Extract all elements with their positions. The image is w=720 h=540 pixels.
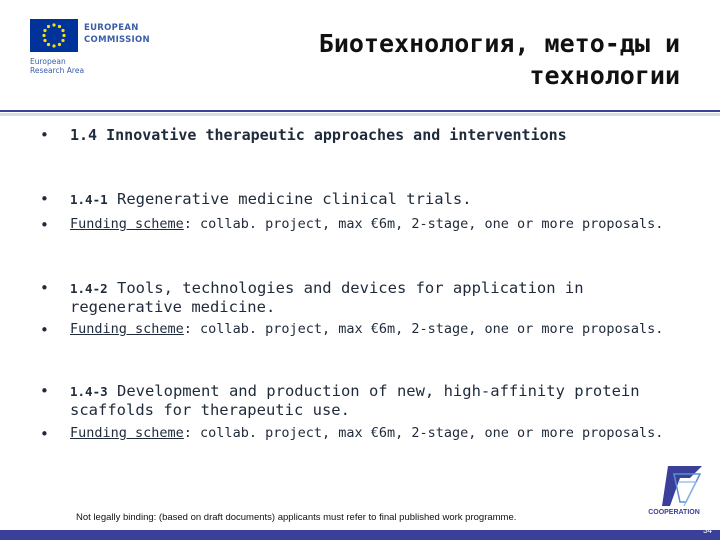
- funding-details: : collab. project, max €6m, 2-stage, one or more proposals.: [183, 216, 664, 232]
- funding-text: [70, 425, 670, 441]
- fp7-logo-text: COOPERATION: [648, 509, 700, 516]
- footer-bar: [0, 530, 720, 540]
- topic-title: Regenerative medicine clinical trials.: [116, 190, 472, 208]
- bullet-dot: •: [40, 126, 49, 144]
- bullet-dot: •: [40, 425, 49, 443]
- funding-label: Funding scheme: [70, 425, 184, 441]
- bullet-dot: •: [40, 216, 49, 234]
- european-commission-logo: [30, 17, 180, 77]
- topic-code: 1.4-3: [70, 384, 108, 399]
- bullet-dot: •: [40, 279, 49, 297]
- slide-title: Биотехнология, мето-ды и технологии: [318, 29, 680, 90]
- topic-title: Tools, technologies and devices for application in regenerative medicine.: [70, 279, 584, 316]
- bullet-text: [70, 190, 670, 209]
- bullet-heading: 1.4 Innovative therapeutic approaches and interventions: [70, 126, 567, 144]
- logo-text-european: EUROPEAN: [84, 23, 139, 33]
- bullet-dot: •: [40, 382, 49, 400]
- bullet-dot: •: [40, 321, 49, 339]
- funding-text: [70, 216, 670, 232]
- logo-subtext-european: European: [30, 57, 66, 66]
- page-number: 34: [703, 526, 712, 535]
- fp7-logo-icon: [640, 462, 710, 522]
- eu-flag-icon: [30, 19, 78, 52]
- funding-details: : collab. project, max €6m, 2-stage, one or more proposals.: [183, 321, 664, 337]
- topic-title: Development and production of new, high-affinity protein scaffolds for therapeutic use.: [70, 382, 640, 419]
- bullet-text: [70, 382, 670, 419]
- bullet-text: [70, 279, 670, 316]
- disclaimer-footer: Not legally binding: (based on draft documents) applicants must refer to final published work programme.: [76, 512, 517, 523]
- funding-label: Funding scheme: [70, 216, 184, 232]
- topic-code: 1.4-1: [70, 192, 108, 207]
- logo-text-commission: COMMISSION: [84, 35, 150, 45]
- funding-label: Funding scheme: [70, 321, 184, 337]
- bullet-dot: •: [40, 190, 49, 208]
- funding-details: : collab. project, max €6m, 2-stage, one or more proposals.: [183, 425, 664, 441]
- header-divider: [0, 110, 720, 116]
- funding-text: [70, 321, 670, 337]
- topic-code: 1.4-2: [70, 281, 108, 296]
- logo-subtext-research-area: Research Area: [30, 66, 85, 75]
